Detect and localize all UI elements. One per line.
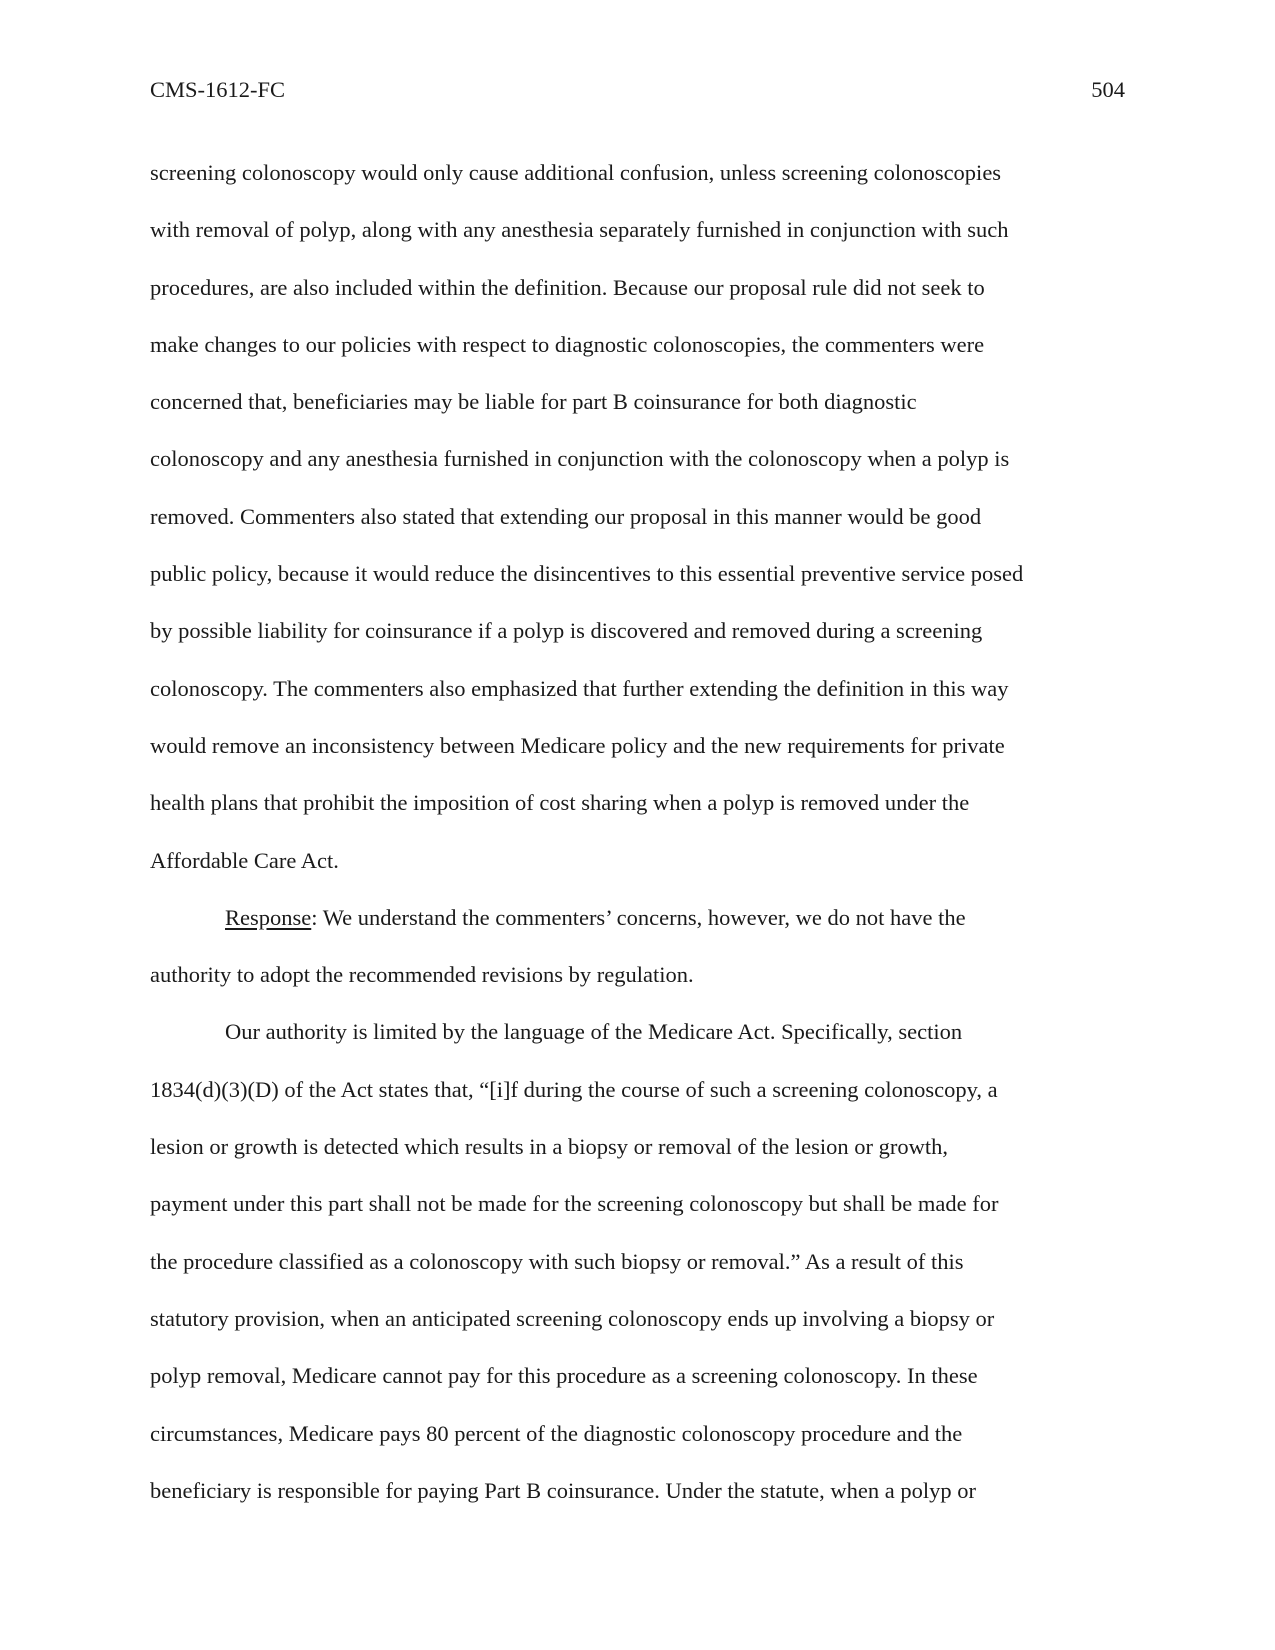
text-line: lesion or growth is detected which results in a biopsy or removal of the lesion or growth, <box>150 1134 948 1160</box>
page-number: 504 <box>1091 77 1125 102</box>
text-line: removed. Commenters also stated that extending our proposal in this manner would be good <box>150 503 982 529</box>
text-line: colonoscopy. The commenters also emphasized that further extending the definition in this way <box>150 675 1009 701</box>
paragraph-response <box>150 889 1125 1004</box>
response-label: Response <box>225 904 312 930</box>
text-line: the procedure classified as a colonoscopy with such biopsy or removal.” As a result of this <box>150 1248 964 1274</box>
response-text: : We understand the commenters’ concerns, however, we do not have the <box>311 904 966 930</box>
text-line: procedures, are also included within the definition. Because our proposal rule did not seek to <box>150 274 985 300</box>
paragraph-authority <box>150 1003 1125 1519</box>
text-line: polyp removal, Medicare cannot pay for this procedure as a screening colonoscopy. In these <box>150 1363 978 1389</box>
text-line: public policy, because it would reduce the disincentives to this essential preventive service posed <box>150 561 1024 587</box>
text-line: payment under this part shall not be made for the screening colonoscopy but shall be made for <box>150 1191 999 1217</box>
text-line: Our authority is limited by the language of the Medicare Act. Specifically, section <box>225 1019 963 1045</box>
text-line: beneficiary is responsible for paying Part B coinsurance. Under the statute, when a polyp or <box>150 1477 977 1503</box>
text-line: by possible liability for coinsurance if a polyp is discovered and removed during a screening <box>150 618 983 644</box>
text-line: with removal of polyp, along with any anesthesia separately furnished in conjunction with such <box>150 217 1009 243</box>
text-line: concerned that, beneficiaries may be liable for part B coinsurance for both diagnostic <box>150 389 917 415</box>
text-line: authority to adopt the recommended revisions by regulation. <box>150 962 694 988</box>
page-header <box>150 74 1125 106</box>
text-line: Affordable Care Act. <box>150 847 339 873</box>
text-line: health plans that prohibit the imposition of cost sharing when a polyp is removed under the <box>150 790 970 816</box>
text-line: make changes to our policies with respect to diagnostic colonoscopies, the commenters were <box>150 331 985 357</box>
body-text <box>150 144 1125 1519</box>
paragraph-comment-summary <box>150 144 1125 889</box>
text-line: circumstances, Medicare pays 80 percent of the diagnostic colonoscopy procedure and the <box>150 1420 963 1446</box>
document-id: CMS-1612-FC <box>150 77 286 102</box>
response-first-line <box>150 889 1125 946</box>
text-line: screening colonoscopy would only cause additional confusion, unless screening colonoscopies <box>150 160 1002 185</box>
text-line: statutory provision, when an anticipated screening colonoscopy ends up involving a biopsy or <box>150 1305 995 1331</box>
text-line: 1834(d)(3)(D) of the Act states that, “[i]f during the course of such a screening colonoscopy, a <box>150 1076 998 1102</box>
text-line: colonoscopy and any anesthesia furnished in conjunction with the colonoscopy when a polyp is <box>150 446 1010 472</box>
text-line: would remove an inconsistency between Medicare policy and the new requirements for private <box>150 732 1005 758</box>
